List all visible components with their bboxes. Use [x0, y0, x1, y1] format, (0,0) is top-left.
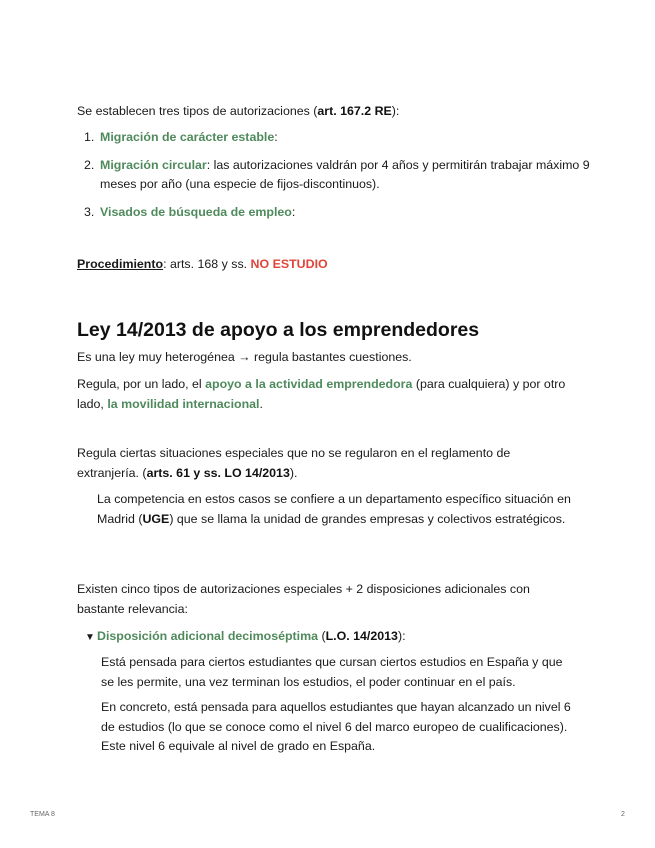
intro-article-ref: art. 167.2 RE: [317, 104, 392, 118]
list-item: 1. Migración de carácter estable:: [84, 130, 278, 144]
indented-paragraph: La competencia en estos casos se confiere a un departamento específico situación en Madrid (UGE) que se llama la unidad de grandes empresas y colectivos estratégicos.: [97, 492, 571, 526]
paragraph: Regula ciertas situaciones especiales que no se regularon en el reglamento de extranjería. (arts. 61 y ss. LO 14/2013).: [77, 446, 511, 480]
paragraph: Regula, por un lado, el apoyo a la actividad emprendedora (para cualquiera) y por otro lado, la movilidad internacional.: [77, 377, 566, 411]
footer-left: TEMA 8: [30, 811, 55, 818]
paragraph: Es una ley muy heterogénea → regula bastantes cuestiones.: [77, 350, 412, 364]
paragraph: Existen cinco tipos de autorizaciones especiales + 2 disposiciones adicionales con bastante relevancia:: [77, 582, 530, 616]
procedure-paragraph: Procedimiento: arts. 168 y ss. NO ESTUDIO: [77, 257, 328, 271]
toggle-heading[interactable]: ▼ Disposición adicional decimoséptima (L.O. 14/2013):: [85, 627, 565, 648]
no-estudio-flag: NO ESTUDIO: [250, 257, 328, 271]
intro-paragraph: Se establecen tres tipos de autorizaciones (art. 167.2 RE):: [77, 104, 400, 118]
page-number: 2: [621, 811, 625, 818]
section-heading: Ley 14/2013 de apoyo a los emprendedores: [77, 319, 480, 341]
list-item: 3. Visados de búsqueda de empleo:: [84, 204, 296, 219]
authorization-types-list: [80, 128, 590, 222]
procedure-label: Procedimiento: [77, 257, 164, 271]
toggle-arrow-icon[interactable]: ▼: [85, 632, 95, 643]
toggle-body-paragraph: En concreto, está pensada para aquellos estudiantes que hayan alcanzado un nivel 6 de estudios (lo que se conoce como el nivel 6 del marco europeo de cualificaciones). Este nivel 6 equivale al nivel de grado en España.: [101, 700, 571, 753]
toggle-body-paragraph: Está pensada para ciertos estudiantes que cursan ciertos estudios en España y que se les permite, una vez terminan los estudios, el poder continuar en el país.: [101, 655, 563, 689]
list-item: 2. Migración circular: las autorizaciones valdrán por 4 años y permitirán trabajar máximo 9 meses por año (una especie de fijos-discontinuos).: [84, 157, 590, 191]
